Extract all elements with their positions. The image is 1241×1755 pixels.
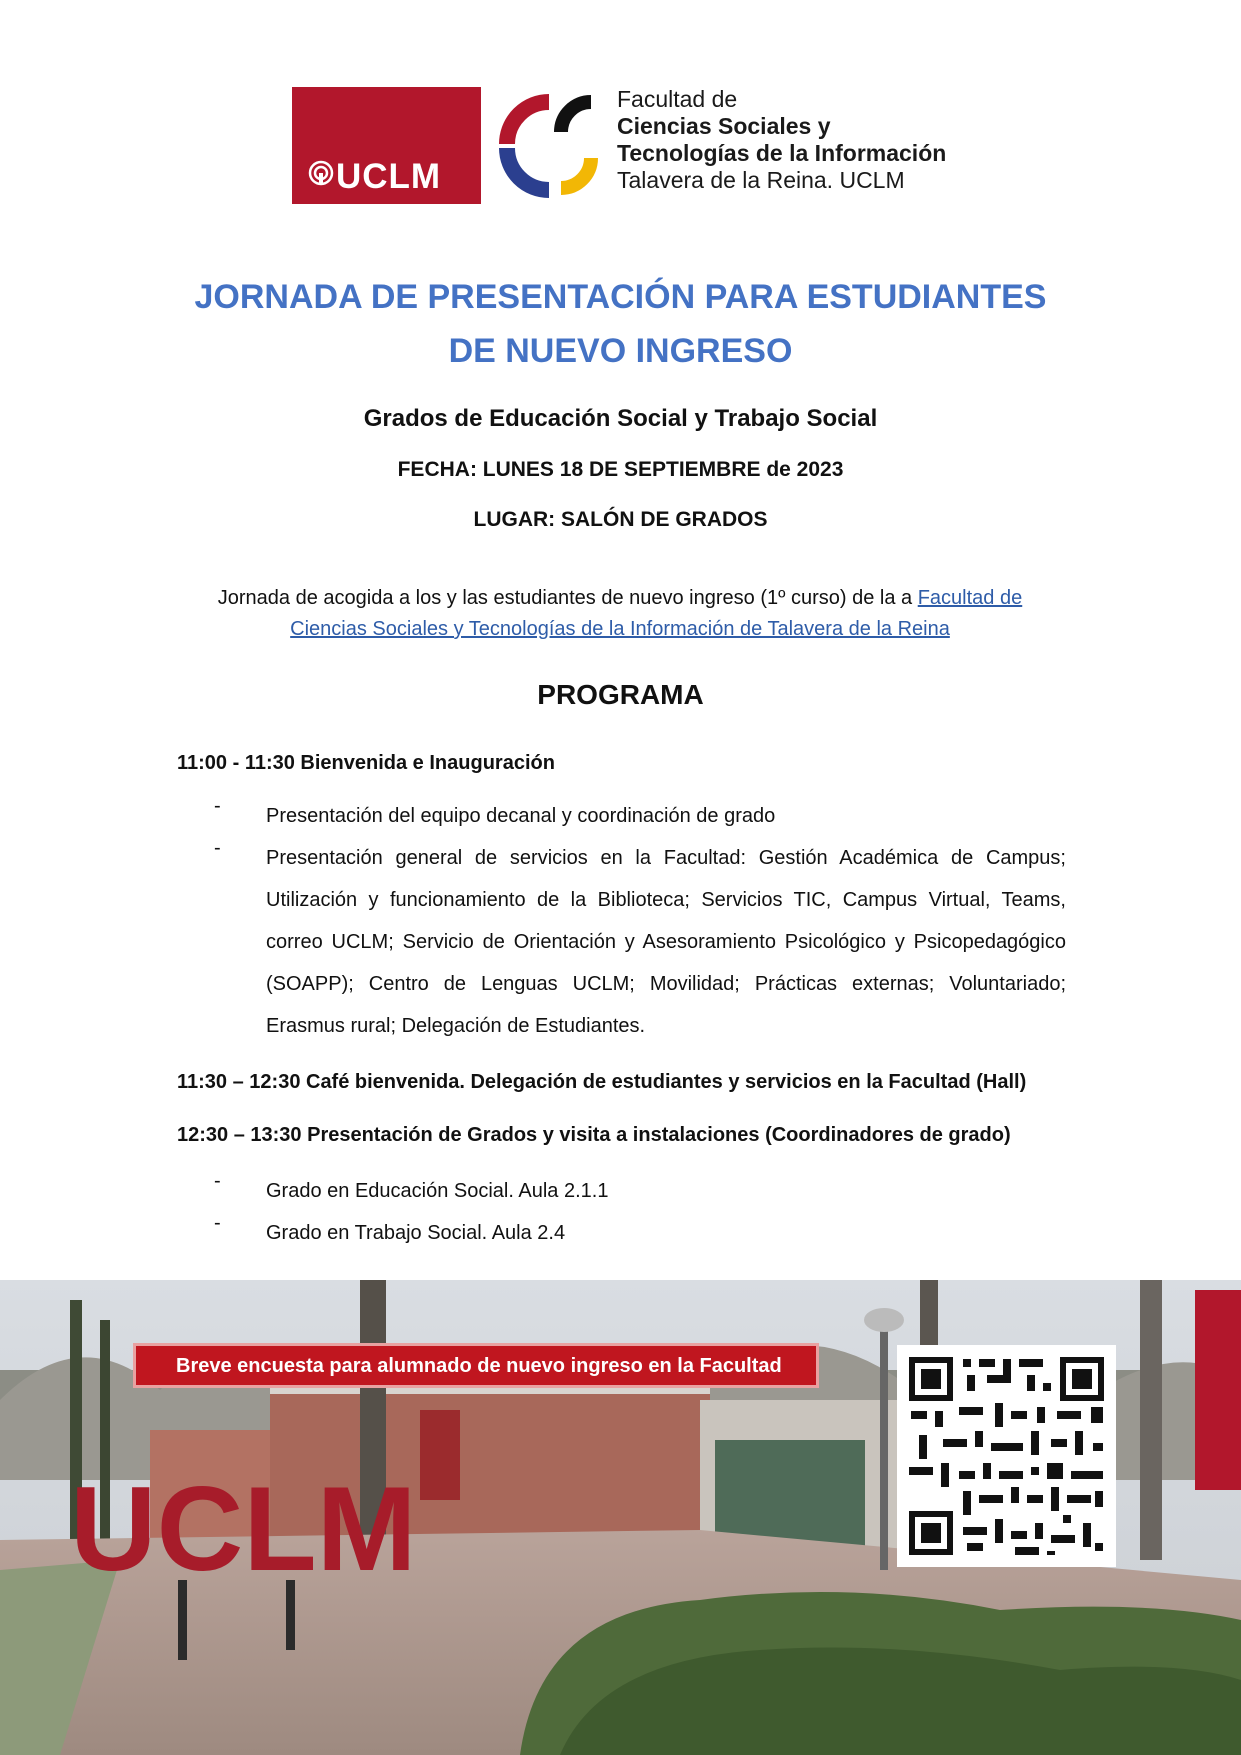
schedule-item-1: 11:00 - 11:30 Bienvenida e Inauguración: [177, 752, 555, 774]
survey-banner[interactable]: [133, 1343, 819, 1388]
faculty-link-part-1: Facultad de: [917, 587, 1023, 609]
photo-uclm-sign: UCLM: [70, 1462, 417, 1596]
bullet-text: Grado en Educación Social. Aula 2.1.1: [266, 1180, 609, 1202]
schedule-item-2: 11:30 – 12:30 Café bienvenida. Delegación de estudiantes y servicios en la Facultad (Hall): [177, 1071, 1027, 1093]
programa-heading: PROGRAMA: [537, 679, 704, 710]
faculty-logo-icon: [493, 88, 605, 204]
schedule-1-bullets: [200, 795, 1066, 1047]
page-title-line-1: JORNADA DE PRESENTACIÓN PARA ESTUDIANTES: [194, 278, 1047, 316]
survey-banner-text: Breve encuesta para alumnado de nuevo ingreso en la Facultad: [176, 1355, 782, 1377]
bullet-text: Presentación del equipo decanal y coordinación de grado: [266, 805, 776, 827]
page-title-line-2: DE NUEVO INGRESO: [448, 332, 793, 370]
bullet-dash: -: [214, 1170, 221, 1192]
list-item: [200, 837, 1066, 1047]
faculty-line-3: Tecnologías de la Información: [617, 140, 947, 166]
bullet-text: Presentación general de servicios en la Facultad: Gestión Académica de Campus; Utilización y funcionamiento de la Biblioteca; Servicios TIC, Campus Virtual, Teams, correo UCLM; Servicio de Orientación y Asesoramiento Psicológico y Psicopedagógico (SOAPP); Centro de Lenguas UCLM; Movilidad; Prácticas externas; Voluntariado; Erasmus rural; Delegación de Estudiantes.: [266, 847, 1066, 1037]
faculty-line-2: Ciencias Sociales y: [617, 113, 831, 139]
list-item: [200, 795, 1066, 837]
qr-code-icon[interactable]: [897, 1345, 1116, 1567]
uclm-mark-icon: [308, 160, 334, 186]
bullet-dash: -: [214, 795, 221, 817]
uclm-logo-text: UCLM: [336, 157, 442, 196]
schedule-3-bullets: [200, 1170, 1066, 1254]
bullet-dash: -: [214, 837, 221, 859]
uclm-logo: [292, 87, 481, 204]
faculty-line-1: Facultad de: [617, 86, 738, 112]
list-item: [200, 1170, 1066, 1212]
bullet-text: Grado en Trabajo Social. Aula 2.4: [266, 1222, 566, 1244]
bullet-dash: -: [214, 1212, 221, 1234]
event-location: LUGAR: SALÓN DE GRADOS: [473, 508, 768, 531]
faculty-name: [617, 86, 946, 194]
intro-text: Jornada de acogida a los y las estudiantes de nuevo ingreso (1º curso) de la a: [217, 587, 913, 609]
faculty-link-part-2: Ciencias Sociales y Tecnologías de la Información de Talavera de la Reina: [290, 618, 950, 640]
schedule-item-3: 12:30 – 13:30 Presentación de Grados y visita a instalaciones (Coordinadores de grado): [177, 1124, 1011, 1146]
intro-paragraph: [180, 583, 1060, 645]
subtitle: Grados de Educación Social y Trabajo Social: [363, 405, 878, 432]
faculty-line-4: Talavera de la Reina. UCLM: [617, 167, 905, 193]
event-date: FECHA: LUNES 18 DE SEPTIEMBRE de 2023: [397, 458, 844, 481]
list-item: [200, 1212, 1066, 1254]
